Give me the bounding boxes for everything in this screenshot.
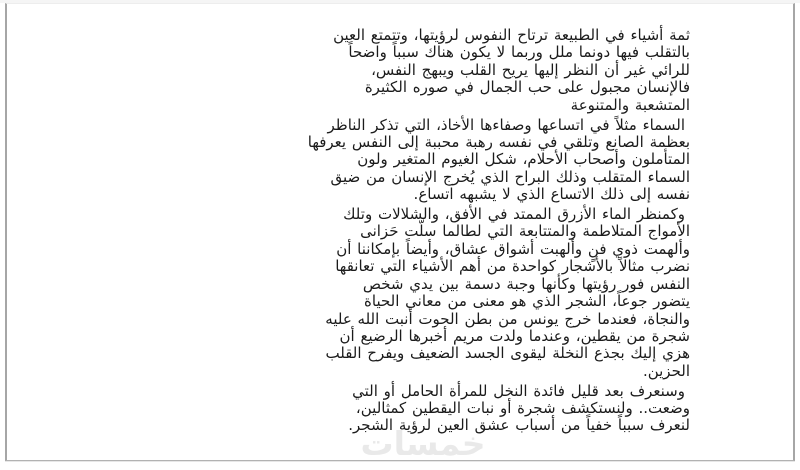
document-text [105,27,690,437]
text-line: ثمة أشياء في الطبيعة ترتاح النفوس لرؤيتها، وتتمتع العين [333,26,690,44]
text-line: وكمنظر الماء الأزرق الممتد في الأفق، والشلالات وتلك [343,205,685,224]
text-line: السماء المتقلب وذلك البراح الذي يُخرج الإنسان من ضيق [330,167,690,186]
paragraph [105,117,690,204]
text-line: يتضور جوعاً، الشجر الذي هو معنى من معاني الحياة [364,292,690,311]
text-line: لنعرف سبباً خفياً من أسباب عشق العين لرؤية الشجر. [348,416,690,435]
khamsat-watermark: خمسات [360,424,486,463]
text-line: فالإنسان مجبول على حب الجمال في صوره الكثيرة [364,78,690,97]
text-line: السماء مثلاً في اتساعها وصفاءها الأخاذ، التي تذكر الناظر [327,115,685,134]
paragraph [105,27,690,114]
paragraph [105,206,690,380]
text-line: والنجاة، فعندما خرج يونس من بطن الحوت أنبت الله عليه [325,309,690,328]
text-line: الحزين. [642,361,690,380]
text-line: نفسه إلى ذلك الاتساع الذي لا يشبهه اتساع. [413,185,690,204]
text-line: للرائي غير أن النظر إليها يريح القلب ويبهج النفس، [371,60,690,79]
text-line: وضعت.. ولنستكشف شجرة أو نبات اليقطين كمثالين، [355,399,690,418]
text-line: نضرب مثالاً بالأشجار كواحدة من أهم الأشياء التي تعانقها [335,257,690,276]
text-line: بعظمة الصانع وتلقي في نفسه رهبة محببة إلى النفس يعرفها [307,132,690,151]
text-line: شجرة من يقطين، وعندما ولدت مريم أخبرها الرضيع أن [339,326,690,345]
text-line: وسنعرف بعد قليل فائدة النخل للمرأة الحامل أو التي [352,381,685,400]
text-line: المتشعبة والمتنوعة [570,95,690,114]
text-line: هزي إليك بجذع النخلة ليقوى الجسد الضعيف ويفرح القلب [325,344,690,363]
text-line: النفس فور رؤيتها وكأنها وجبة دسمة بين يدي شخص [362,274,690,293]
text-line: وألهمت ذوي فنٍ وألهبت أشواق عشاق، وأيضاً بإمكاننا أن [336,239,690,258]
text-line: المتأملون وأصحاب الأحلام، شكل الغيوم المتغير ولون [357,150,690,169]
text-line: بالتقلب فيها دونما ملل وربما لا يكون هناك سبباً واضحاً [348,43,690,62]
text-line: الأمواج المتلاطمة والمتتابعة التي لطالما سلّت حَزانى [360,222,690,241]
